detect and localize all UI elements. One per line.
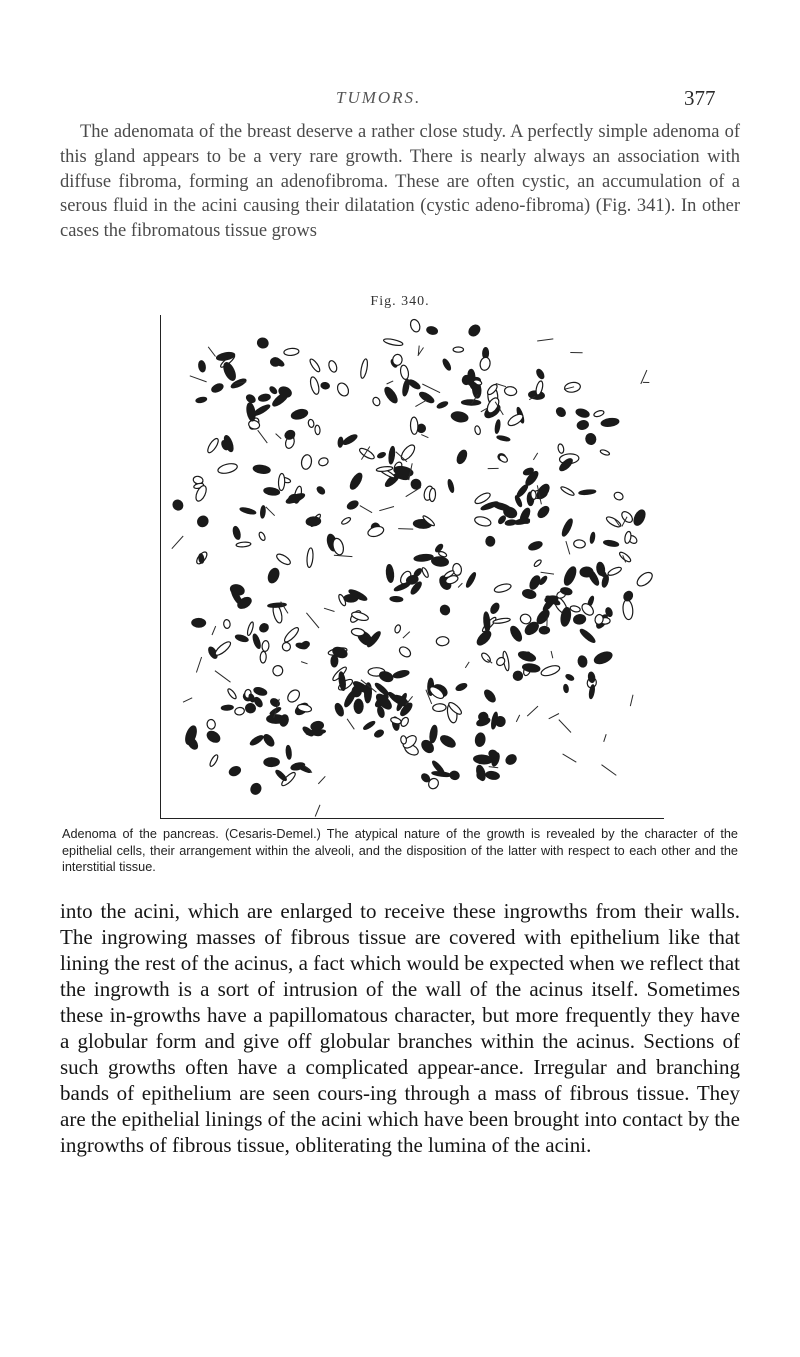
cell-nucleus [573,614,586,625]
cell-nucleus [192,618,206,627]
cell-nucleus [229,583,245,597]
cell-nucleus [509,625,524,643]
cell-nucleus [593,650,614,666]
cell-nucleus [474,515,492,527]
stroma-strand [602,765,617,776]
cell-nucleus [429,725,438,743]
cell-nucleus [286,745,292,759]
cell-nucleus [383,385,400,404]
cell-nucleus [221,705,233,711]
stroma-strand [641,370,647,384]
stroma-strand [465,662,469,668]
cell-nucleus [538,575,547,585]
running-head: TUMORS. [336,88,422,107]
cell-nucleus [447,479,455,493]
cell-nucleus [386,564,395,582]
cell-nucleus [239,507,256,516]
cell-nucleus [579,489,596,495]
stroma-strand [208,347,215,357]
cell-nucleus [432,771,452,778]
cell-nucleus [392,669,409,679]
stroma-strand [215,671,231,683]
cell-nucleus [491,501,511,512]
cell-nucleus [392,354,403,366]
stroma-strand [387,381,394,384]
cell-nucleus [467,323,482,338]
stroma-strand [347,719,354,730]
cell-nucleus [410,417,418,434]
cell-nucleus [485,770,500,780]
cell-nucleus [260,651,267,663]
cell-nucleus [260,506,265,519]
cell-nucleus [429,488,436,502]
cell-nucleus [334,702,345,717]
cell-nucleus [358,446,376,460]
cell-nucleus [210,382,224,394]
cell-nucleus [246,402,257,421]
stroma-strand [403,632,410,639]
cell-nucleus [418,390,435,404]
cell-nucleus [383,338,403,347]
cell-nucleus [367,525,385,539]
cell-nucleus [198,554,204,564]
cell-nucleus [228,765,242,778]
cell-nucleus [584,432,597,445]
cell-nucleus [575,408,590,419]
cell-nucleus [245,703,256,713]
cell-nucleus [601,417,620,427]
cell-nucleus [390,596,403,602]
cell-nucleus [432,703,446,712]
stroma-strand [318,776,325,784]
cell-nucleus [213,640,232,657]
figure-label: Fig. 340. [370,294,430,309]
cell-nucleus [258,531,266,541]
cell-nucleus [570,605,581,613]
cell-nucleus [493,582,511,593]
cell-nucleus [372,396,382,407]
cell-nucleus [436,401,448,410]
cell-nucleus [258,393,271,402]
cell-nucleus [253,686,268,696]
cell-nucleus [269,697,281,708]
cell-nucleus [278,473,285,490]
cell-nucleus [272,665,284,677]
cell-nucleus [263,487,280,496]
cell-nucleus [557,443,564,453]
cell-nucleus [474,425,481,435]
cell-nucleus [264,758,280,767]
cell-nucleus [271,358,281,366]
cell-nucleus [431,556,449,567]
stroma-strand [541,572,554,574]
cell-nucleus [205,729,222,744]
cell-nucleus [489,602,500,615]
stroma-strand [212,626,216,635]
cell-nucleus [256,337,269,350]
cell-nucleus [579,628,597,645]
cell-nucleus [622,599,634,620]
cell-nucleus [258,622,270,634]
cell-nucleus [275,769,288,782]
stroma-strand [421,435,428,438]
cell-nucleus [563,684,569,693]
cell-nucleus [483,688,498,704]
page-header [0,88,800,116]
cell-nucleus [455,682,468,692]
cell-nucleus [605,515,622,529]
stroma-strand [422,384,440,393]
cell-nucleus [354,699,363,713]
stroma-strand [630,695,633,706]
cell-nucleus [426,326,438,336]
cell-nucleus [376,466,393,472]
stroma-strand [537,339,553,341]
cell-nucleus [388,446,395,464]
stroma-strand [276,434,282,439]
cell-nucleus [533,559,542,568]
cell-nucleus [359,358,368,378]
page-number: 377 [684,86,716,110]
cell-nucleus [409,477,422,490]
cell-nucleus [390,716,402,724]
paragraph-1: The adenomata of the breast deserve a rather close study. A perfectly simple adenoma of this gland appears to be a very rare growth. There is nearly always an association with diffuse fibroma, forming an adenofibroma. These are often cystic, an accumulation of a serous fluid in the acini causing their dilatation (cystic adeno-fibroma) (Fig. 341). In other cases the fibromatous tissue grows [60,122,740,242]
histology-drawing [161,315,664,819]
cell-nucleus [596,562,606,576]
cell-nucleus [377,452,386,459]
cell-nucleus [421,567,430,578]
cell-nucleus [522,588,537,599]
cell-nucleus [613,491,624,501]
cell-nucleus [331,537,345,556]
cell-nucleus [266,567,281,585]
cell-nucleus [485,536,495,546]
cell-nucleus [290,408,308,421]
cell-nucleus [461,400,480,406]
cell-nucleus [475,764,487,781]
cell-nucleus [398,645,413,659]
stroma-strand [458,583,462,587]
stroma-strand [533,453,537,460]
cell-nucleus [528,540,544,552]
cell-nucleus [517,650,536,663]
cell-nucleus [491,712,499,730]
cell-nucleus [331,655,338,667]
cell-nucleus [198,360,206,372]
cell-nucleus [171,498,185,512]
cell-nucleus [450,411,468,424]
cell-nucleus [622,590,634,603]
cell-nucleus [196,396,208,403]
stroma-strand [334,555,353,556]
stroma-strand [266,507,275,516]
cell-nucleus [632,508,647,527]
stroma-strand [563,754,577,762]
stroma-strand [398,529,413,530]
cell-nucleus [600,449,610,456]
cell-nucleus [206,719,215,730]
cell-nucleus [479,356,491,371]
cell-nucleus [635,570,655,589]
cell-nucleus [439,733,457,749]
cell-nucleus [555,406,567,418]
cell-nucleus [206,437,220,454]
stroma-strand [190,376,207,382]
cell-nucleus [234,707,245,716]
cell-nucleus [262,640,270,651]
cell-nucleus [351,628,365,637]
cell-nucleus [535,368,545,380]
cell-nucleus [341,516,352,525]
cell-nucleus [593,409,605,417]
cell-nucleus [232,526,241,540]
cell-nucleus [253,464,271,474]
stroma-strand [301,662,307,664]
cell-nucleus [222,361,238,382]
cell-nucleus [494,420,500,434]
cell-nucleus [283,626,301,644]
stroma-strand [183,698,192,702]
cell-nucleus [284,348,300,356]
cell-nucleus [513,671,522,680]
cell-nucleus [504,386,517,396]
cell-nucleus [573,539,585,548]
stroma-strand [379,507,394,511]
cell-nucleus [269,386,278,395]
figure-caption: Adenoma of the pancreas. (Cesaris-Demel.) The atypical nature of the growth is revealed by the character of the epithelial cells, their arrangement within the alveoli, and the disposition of the latter with respect to each other and the interstitial tissue. [62,827,738,875]
cell-nucleus [306,548,313,568]
cell-nucleus [590,532,596,544]
stroma-strand [566,541,570,554]
cell-nucleus [497,435,511,442]
cell-nucleus [603,540,619,548]
stroma-strand [551,651,553,658]
cell-nucleus [562,565,578,586]
cell-nucleus [316,485,326,495]
cell-nucleus [530,490,536,500]
stroma-strand [196,657,201,673]
cell-nucleus [400,735,407,744]
stroma-strand [315,805,320,817]
cell-nucleus [399,443,417,462]
cell-nucleus [327,360,338,374]
cell-nucleus [246,621,254,636]
cell-nucleus [252,633,262,649]
cell-nucleus [607,566,622,577]
cell-nucleus [475,732,486,747]
cell-nucleus [249,782,263,796]
cell-nucleus [338,437,343,447]
cell-nucleus [285,688,301,705]
stroma-strand [559,720,571,733]
cell-nucleus [348,471,364,490]
cell-nucleus [245,393,256,404]
cell-nucleus [342,433,359,446]
cell-nucleus [315,425,321,435]
stroma-strand [324,608,335,611]
cell-nucleus [402,379,410,396]
cell-nucleus [275,552,292,566]
stroma-strand [527,706,538,716]
cell-nucleus [436,636,449,646]
cell-nucleus [236,542,251,548]
stroma-strand [604,734,607,742]
cell-nucleus [363,720,376,731]
cell-nucleus [209,754,220,768]
cell-nucleus [414,554,434,562]
cell-nucleus [580,567,593,578]
cell-nucleus [306,517,321,527]
cell-nucleus [321,382,330,390]
stroma-strand [258,430,268,443]
cell-nucleus [196,514,211,529]
cell-nucleus [540,664,561,678]
cell-nucleus [217,462,238,475]
cell-nucleus [409,318,422,333]
cell-nucleus [399,365,409,381]
cell-nucleus [577,655,587,668]
cell-nucleus [282,642,292,652]
paragraph-2: into the acini, which are enlarged to receive these ingrowths from their walls. The ingrowing masses of fibrous tissue are covered with epithelium like that lining the rest of the acinus, a fact which would be expected when we reflect that the ingrowth is a sort of intrusion of the wall of the acinus itself. Sometimes these in-growths have a papillomatous character, but more frequently they have a globular form and give off globular branches within the acinus. Sections of such growths often have a complicated appear-ance. Irregular and branching bands of epithelium are seen cours-ing through a mass of fibrous tissue. They are the epithelial linings of the acini which have been brought into contact by the ingrowths of fibrous tissue, obliterating the lumina of the acini. [60,899,740,1157]
cell-nucleus [536,504,551,519]
stroma-strand [549,714,559,719]
cell-nucleus [439,604,452,617]
cell-nucleus [539,626,549,634]
cell-nucleus [478,712,488,722]
stroma-strand [516,715,519,722]
cell-nucleus [308,419,315,428]
cell-nucleus [498,454,509,464]
figure-illustration [160,315,664,819]
cell-nucleus [576,420,589,431]
cell-nucleus [235,634,249,643]
stroma-strand [415,400,426,407]
cell-nucleus [346,499,359,510]
stroma-strand [306,613,319,628]
cell-nucleus [506,412,524,428]
stroma-strand [489,767,499,768]
cell-nucleus [308,358,321,373]
cell-nucleus [300,454,312,470]
cell-nucleus [504,753,518,767]
cell-nucleus [249,734,264,747]
cell-nucleus [560,518,574,538]
cell-nucleus [223,619,230,628]
cell-nucleus [262,733,276,748]
cell-nucleus [318,457,330,467]
cell-nucleus [442,358,452,371]
stroma-strand [172,536,183,549]
stroma-strand [360,506,372,513]
cell-nucleus [309,376,321,395]
cell-nucleus [373,729,384,739]
cell-nucleus [465,572,477,589]
cell-nucleus [335,381,350,398]
cell-nucleus [453,347,463,352]
cell-nucleus [226,688,237,700]
cell-nucleus [394,624,401,633]
cell-nucleus [560,485,575,496]
cell-nucleus [455,449,468,465]
cell-nucleus [565,673,575,681]
